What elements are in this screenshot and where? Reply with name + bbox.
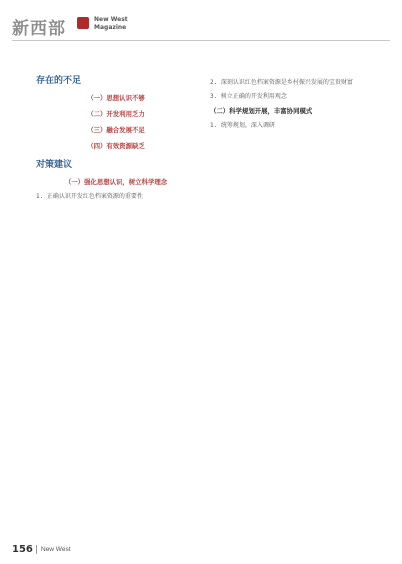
subheading: （二）开发利用乏力 [87, 110, 145, 118]
journal-name: New West [41, 546, 71, 553]
right-column [210, 74, 382, 132]
page-footer [12, 543, 162, 557]
footer-divider [36, 545, 37, 554]
journal-logo-en [94, 16, 128, 32]
subheading: （三）融合发展不足 [87, 126, 145, 134]
numbered-heading: 3. 树立正确的开发利用观念 [210, 93, 287, 100]
subheading: （二）科学规划开展，丰富协同模式 [210, 107, 313, 115]
section-title-recommendations: 对策建议 [36, 160, 73, 170]
section-title-shortcomings: 存在的不足 [36, 76, 82, 86]
logo-en-line2: Magazine [94, 24, 127, 31]
seal-icon [77, 17, 89, 29]
logo-en-line1: New West [94, 16, 128, 23]
subheading: （四）有效资源缺乏 [87, 142, 145, 150]
journal-logo: 新西部 [12, 19, 66, 39]
numbered-heading: 1. 统筹规划，深入调研 [210, 122, 275, 129]
page-number: 156 [12, 544, 33, 555]
header-divider [12, 40, 390, 41]
subheading: （一）强化思想认识，树立科学理念 [64, 178, 168, 186]
numbered-heading: 1. 正确认识开发红色档案资源的重要性 [36, 193, 143, 200]
left-column [36, 74, 196, 203]
numbered-heading: 2. 深刻认识红色档案资源是乡村振兴发展的宝贵财富 [210, 79, 353, 86]
masthead [0, 0, 402, 62]
subheading: （一）思想认识不够 [87, 94, 145, 102]
